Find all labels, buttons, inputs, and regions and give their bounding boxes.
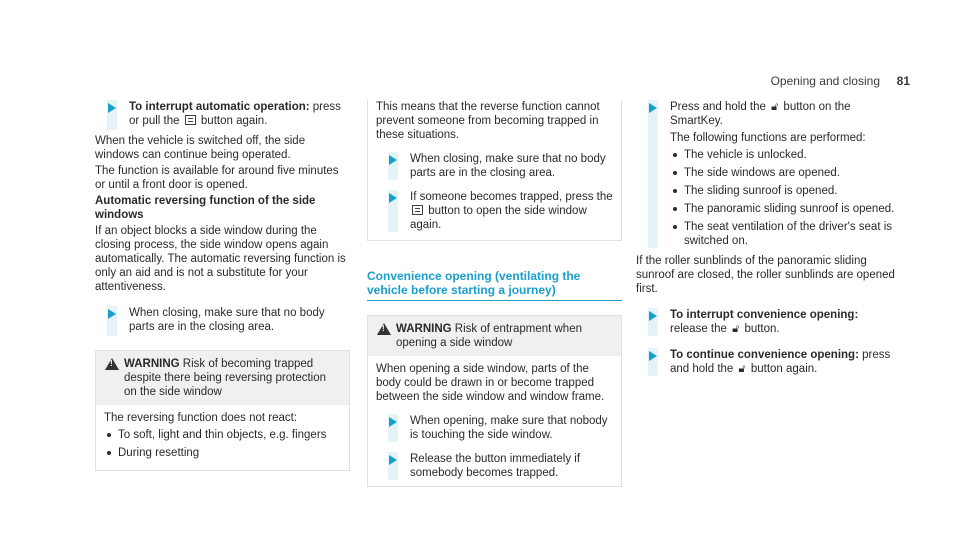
warning-header <box>368 316 621 356</box>
warning-body <box>368 356 621 486</box>
list-item: The sliding sunroof is opened. <box>670 184 896 198</box>
unlock-icon: 🔓︎ <box>738 363 746 375</box>
step-text: When closing, make sure that no body parts are in the closing area. <box>410 153 606 179</box>
instruction-step <box>376 152 613 180</box>
warning-body-text: When opening a side window, parts of the body could be drawn in or become trapped between the side window and window frame. <box>376 363 605 403</box>
arrow-triangle-icon <box>108 103 116 113</box>
step-text: When opening, make sure that nobody is touching the side window. <box>410 415 608 441</box>
step-text: The following functions are performed: <box>670 132 866 144</box>
warning-text: Risk of becoming trapped despite there being reversing protection on the side window <box>124 358 327 398</box>
warning-triangle-icon <box>105 358 119 370</box>
warning-label: WARNING <box>396 323 452 335</box>
instruction-step <box>636 308 896 336</box>
instruction-step <box>95 306 350 336</box>
step-text: button again. <box>197 115 268 127</box>
subheading: Automatic reversing function of the side windows <box>95 195 316 221</box>
arrow-triangle-icon <box>649 103 657 113</box>
list-item: The vehicle is unlocked. <box>670 148 896 162</box>
step-text: button on the SmartKey. <box>670 101 851 127</box>
warning-box <box>95 350 350 471</box>
arrow-triangle-icon <box>649 351 657 361</box>
unlock-icon: 🔓︎ <box>771 101 779 113</box>
list-item: To soft, light and thin objects, e.g. fingers <box>104 428 341 442</box>
bullet-list <box>104 428 341 460</box>
warning-box-continued <box>367 100 622 241</box>
arrow-triangle-icon <box>649 311 657 321</box>
section-heading: Convenience opening (ventilating the vehicle before starting a journey) <box>367 269 622 301</box>
section-title-running-head: Opening and closing <box>770 74 880 88</box>
arrow-triangle-icon <box>389 155 397 165</box>
list-item: The seat ventilation of the driver's seat is switched on. <box>670 220 896 248</box>
arrow-triangle-icon <box>389 193 397 203</box>
list-item: During resetting <box>104 446 341 460</box>
window-switch-icon <box>412 205 423 215</box>
arrow-triangle-icon <box>389 455 397 465</box>
step-text: When closing, make sure that no body parts are in the closing area. <box>129 307 325 333</box>
step-text: release the <box>670 323 731 335</box>
step-text: If someone becomes trapped, press the <box>410 191 613 203</box>
instruction-step <box>376 452 613 480</box>
arrow-triangle-icon <box>108 309 116 319</box>
step-text: button. <box>741 323 780 335</box>
warning-text: Risk of entrapment when opening a side window <box>396 323 582 349</box>
paragraph: If an object blocks a side window during the closing process, the side window opens again automatically. The automatic reversing function is only an aid and is not a substitute for your attentiveness. <box>95 225 346 293</box>
warning-box <box>367 315 622 487</box>
warning-label: WARNING <box>124 358 180 370</box>
page-number: 81 <box>896 74 910 88</box>
step-bold-text: To interrupt convenience opening: <box>670 309 859 321</box>
list-item: The panoramic sliding sunroof is opened. <box>670 202 896 216</box>
page-header <box>740 74 910 90</box>
instruction-step <box>95 100 350 130</box>
paragraph: When the vehicle is switched off, the side windows can continue being operated. <box>95 135 306 161</box>
instruction-step <box>636 100 896 248</box>
bullet-list <box>670 148 896 248</box>
step-text: button again. <box>747 363 818 375</box>
warning-body-text: The reversing function does not react: <box>104 412 298 424</box>
instruction-step <box>376 190 613 232</box>
step-text: button to open the side window again. <box>410 205 587 231</box>
step-text: Release the button immediately if somebody becomes trapped. <box>410 453 581 479</box>
instruction-step <box>376 414 613 442</box>
warning-body <box>96 405 349 470</box>
step-text: press or pull the <box>129 101 341 127</box>
paragraph: The function is available for around five minutes or until a front door is opened. <box>95 165 339 191</box>
step-bold-text: To interrupt automatic operation: <box>129 101 310 113</box>
unlock-icon: 🔓︎ <box>732 323 740 335</box>
paragraph: If the roller sunblinds of the panoramic sliding sunroof are closed, the roller sunblinds are opened first. <box>636 255 895 295</box>
step-bar <box>648 100 658 248</box>
column-2 <box>367 100 622 487</box>
column-3 <box>636 100 896 376</box>
warning-triangle-icon <box>377 323 391 335</box>
step-bold-text: To continue convenience opening: <box>670 349 859 361</box>
arrow-triangle-icon <box>389 417 397 427</box>
list-item: The side windows are opened. <box>670 166 896 180</box>
column-1 <box>95 100 350 471</box>
instruction-step <box>636 348 896 376</box>
step-text: press and hold the <box>670 349 891 375</box>
step-text: Press and hold the <box>670 101 770 113</box>
window-switch-icon <box>185 115 196 125</box>
warning-header <box>96 351 349 405</box>
paragraph: This means that the reverse function cannot prevent someone from becoming trapped in these situations. <box>376 101 600 141</box>
